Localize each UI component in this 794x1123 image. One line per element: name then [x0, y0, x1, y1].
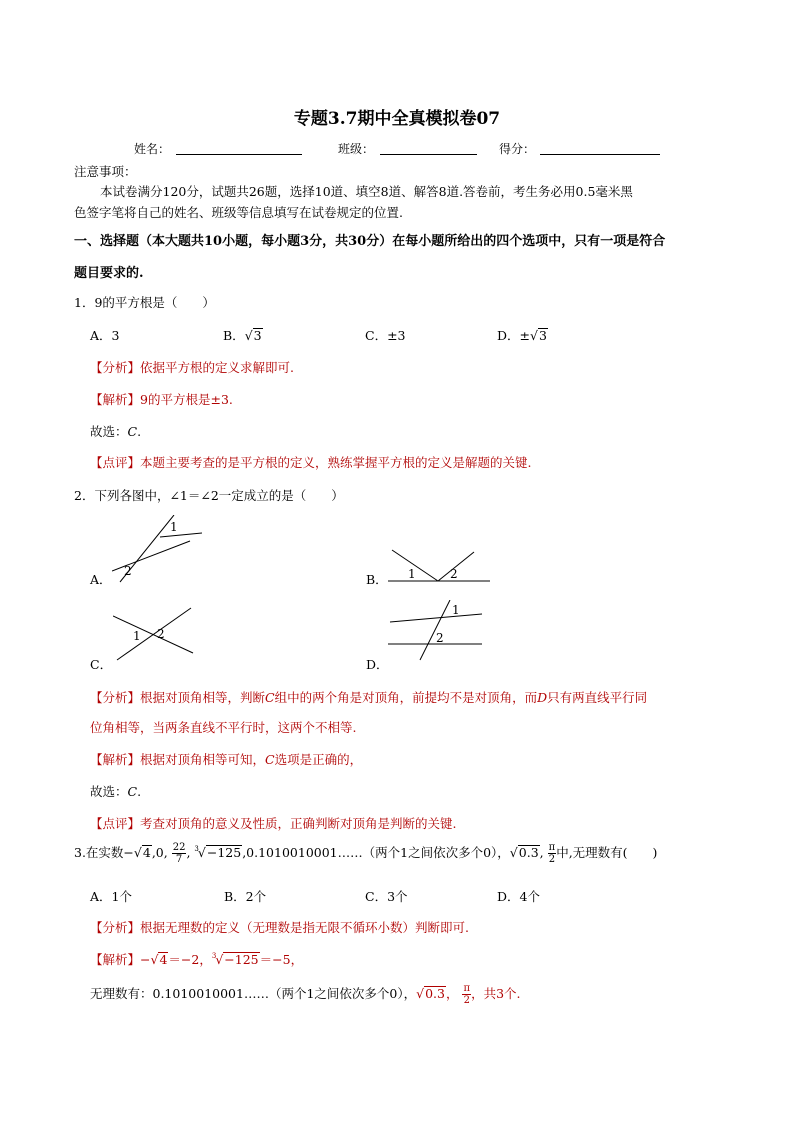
q1-solution-text: 9的平方根是±3. [140, 392, 233, 407]
name-field-line[interactable] [176, 154, 302, 155]
q3-final-a: 无理数有：0.1010010001……（两个1之间依次多个0）， [90, 986, 417, 1001]
fig-a-line-3 [160, 533, 202, 537]
q1-option-b-prefix: B． [223, 328, 245, 343]
q2-option-d[interactable]: D． [366, 657, 389, 672]
q3-stem-f: 中,无理数有( ) [556, 845, 658, 860]
q3-final-frac-pi [462, 983, 471, 1006]
q3-frac-pi-2 [548, 842, 557, 865]
q3-pi-num: π [548, 842, 556, 853]
q3-analysis-text: 根据无理数的定义（无理数是指无限不循环小数）判断即可. [140, 920, 469, 935]
q3-option-a[interactable]: A．1个 [90, 889, 132, 904]
q3-stem-a: 3.在实数− [74, 845, 134, 860]
q2-solution [90, 750, 362, 768]
name-label: 姓名： [134, 142, 171, 156]
q2-analysis-letter-d: D [537, 690, 548, 705]
q1-analysis-text: 依据平方根的定义求解即可. [140, 360, 294, 375]
q3-analysis-tag: 【分析】 [90, 920, 141, 935]
q1-analysis-tag: 【分析】 [90, 360, 141, 375]
q2-analysis [90, 688, 647, 706]
q1-option-c[interactable]: C．±3 [365, 328, 406, 343]
q3-solution-tag: 【解析】 [90, 952, 141, 967]
notice-line-1: 本试卷满分120分，试题共26题，选择10道、填空8道、解答8道.答卷前，考生务必用0.5毫米黑 [100, 184, 633, 199]
q1-stem: 1．9的平方根是（ ） [74, 295, 215, 310]
q2-answer-suffix: . [137, 784, 142, 799]
q1-answer-letter: C [127, 424, 138, 439]
q3-frac-22-7 [172, 842, 187, 865]
q2-analysis-text-e: 只有两直线平行同 [547, 690, 648, 705]
q2-figure-c [113, 606, 195, 662]
q2-comment-tag: 【点评】 [90, 816, 141, 831]
q3-stem-b: ,0, [151, 845, 168, 860]
q2-analysis-letter-c: C [265, 690, 275, 705]
q3-option-b[interactable]: B．2个 [224, 889, 267, 904]
q3-sol-a: − [140, 952, 151, 967]
fig-c-line-2 [117, 608, 191, 660]
q1-solution [90, 390, 233, 408]
q3-final: 无理数有：0.1010010001……（两个1之间依次多个0），√0.3， $\frac{\pi}{2}$ ，共3个. [90, 983, 521, 1006]
q3-frac-den: 7 [175, 854, 183, 865]
q3-cube-index: 3 [194, 845, 199, 853]
q3-option-c[interactable]: C．3个 [365, 889, 408, 904]
score-field-line[interactable] [540, 154, 660, 155]
fig-d-upper-line [390, 614, 482, 622]
q1-answer-suffix: . [137, 424, 142, 439]
q1-option-d-prefix: D．± [497, 328, 530, 343]
q3-stem-c: , [186, 845, 191, 860]
q3-stem: 3.在实数−√4,0, $\frac{22}{7}$ , $^3$√−125,0.1010010001……（两个1之间依次多个0），√0.3, $\frac{\pi}{2}$ 中,无理数有( ) [74, 842, 658, 865]
q3-stem-rad125: −125 [206, 845, 242, 860]
score-label: 得分： [499, 142, 536, 156]
notice-heading: 注意事项： [74, 164, 137, 179]
q3-stem-rad03: 0.3 [518, 845, 539, 860]
q1-solution-tag: 【解析】 [90, 392, 141, 407]
q1-analysis [90, 358, 294, 376]
q3-analysis [90, 918, 469, 936]
q1-option-b[interactable]: B．√3 [223, 328, 262, 343]
q2-analysis-text-a: 根据对顶角相等，判断 [140, 690, 266, 705]
q2-comment [90, 814, 457, 832]
q3-option-d[interactable]: D．4个 [497, 889, 540, 904]
q3-sol-b: ＝−2， [168, 952, 212, 967]
q1-answer [90, 422, 141, 440]
class-label: 班级： [338, 142, 375, 156]
fig-c-label-1: 1 [133, 629, 141, 643]
q1-comment-tag: 【点评】 [90, 455, 141, 470]
q2-comment-text: 考查对顶角的意义及性质，正确判断对顶角是判断的关键. [140, 816, 457, 831]
q3-sol-rad125: −125 [224, 952, 259, 967]
q2-option-a[interactable]: A． [90, 572, 112, 587]
page-title: 专题3.7期中全真模拟卷07 [293, 109, 501, 129]
q1-option-d[interactable]: D．±√3 [497, 328, 547, 343]
q3-stem-e: , [539, 845, 544, 860]
q3-frac-num: 22 [172, 842, 186, 853]
q3-final-pi-den: 2 [463, 995, 470, 1006]
q2-solution-letter: C [265, 752, 275, 767]
q2-figure-b [388, 548, 492, 584]
q2-solution-text-c: 选项是正确的， [274, 752, 363, 767]
q1-comment [90, 453, 532, 471]
q1-option-b-radicand: 3 [253, 328, 262, 343]
q3-pi-den: 2 [548, 854, 556, 865]
q2-option-c[interactable]: C． [90, 657, 113, 672]
class-field-line[interactable] [380, 154, 477, 155]
q2-stem: 2．下列各图中，∠1＝∠2一定成立的是（ ） [74, 488, 344, 503]
q3-final-pi-num: π [463, 983, 471, 994]
q3-final-b: ， [445, 986, 459, 1001]
q3-sol-rad4: 4 [159, 952, 168, 967]
q2-option-b[interactable]: B． [366, 572, 388, 587]
q1-option-d-radicand: 3 [538, 328, 547, 343]
q2-figure-a [112, 515, 202, 583]
section-heading-line-1: 一、选择题（本大题共10小题，每小题3分，共30分）在每小题所给出的四个选项中，只有一项是符合 [74, 234, 666, 249]
q3-final-c: ，共3个. [471, 986, 521, 1001]
q2-figure-d [388, 600, 484, 662]
q2-answer-letter: C [127, 784, 138, 799]
fig-d-label-2: 2 [436, 631, 444, 645]
fig-b-label-1: 1 [408, 567, 416, 581]
q3-stem-rad4: 4 [142, 845, 151, 860]
q2-solution-text-a: 根据对顶角相等可知， [140, 752, 266, 767]
q1-comment-text: 本题主要考查的是平方根的定义，熟练掌握平方根的定义是解题的关键. [140, 455, 532, 470]
fig-d-transversal [420, 600, 450, 660]
q3-stem-d: ,0.1010010001……（两个1之间依次多个0）， [242, 845, 510, 860]
fig-c-label-2: 2 [157, 627, 165, 641]
section-heading-line-2: 题目要求的. [74, 266, 144, 281]
q2-analysis-line-2: 位角相等，当两条直线不平行时，这两个不相等. [90, 720, 357, 735]
fig-a-label-1: 1 [170, 520, 178, 534]
notice-line-2: 色签字笔将自己的姓名、班级等信息填写在试卷规定的位置. [74, 205, 403, 220]
q2-analysis-text-c: 组中的两个角是对顶角，前提均不是对顶角，而 [274, 690, 538, 705]
q2-answer-prefix: 故选： [90, 784, 128, 799]
q3-sol-index: 3 [211, 952, 217, 960]
fig-b-label-2: 2 [450, 567, 458, 581]
q2-solution-tag: 【解析】 [90, 752, 141, 767]
fig-d-label-1: 1 [452, 603, 460, 617]
q1-option-a[interactable]: A．3 [90, 328, 120, 343]
fig-a-label-2: 2 [124, 564, 132, 578]
q2-answer [90, 782, 141, 800]
q3-sol-c: ＝−5， [259, 952, 304, 967]
q2-analysis-tag: 【分析】 [90, 690, 141, 705]
q1-answer-prefix: 故选： [90, 424, 128, 439]
q3-final-rad: 0.3 [425, 986, 445, 1001]
q3-solution: 【解析】−√4＝−2，$^3$√−125＝−5， [90, 952, 304, 967]
